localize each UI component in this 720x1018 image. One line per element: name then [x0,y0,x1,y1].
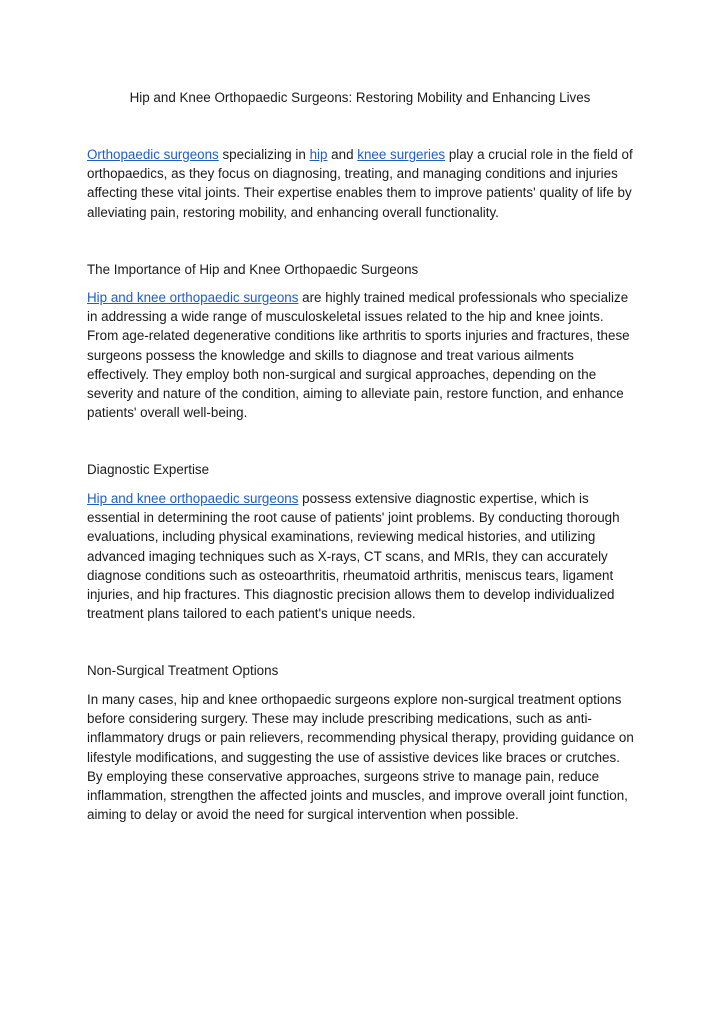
intro-text-1: specializing in [218,147,310,162]
hip-knee-surgeons-link-2[interactable]: Hip and knee orthopaedic surgeons [87,491,299,506]
intro-text-2: and [327,147,358,162]
section-heading-importance: The Importance of Hip and Knee Orthopaedic Surgeons [87,262,419,277]
diagnostic-paragraph [87,489,635,623]
importance-paragraph [87,288,635,422]
hip-link[interactable]: hip [309,147,328,162]
intro-paragraph [87,145,635,222]
diagnostic-text: possess extensive diagnostic expertise, which is essential in determining the root cause of patients' joint problems. By conducting thorough evaluations, including physical examinations, reviewing medical histories, and utilizing advanced imaging techniques such as X-rays, CT scans, and MRIs, they can accurately diagnose conditions such as osteoarthritis, rheumatoid arthritis, meniscus tears, ligament injuries, and hip fractures. This diagnostic precision allows them to develop individualized treatment plans tailored to each patient's unique needs. [87,491,620,622]
intro-text-3: play a crucial role in the field of orthopaedics, as they focus on diagnosing, treating, and managing conditions and injuries affecting these vital joints. Their expertise enables them to improve patients' quality of life by alleviating pain, restoring mobility, and enhancing overall functionality. [87,147,633,220]
hip-knee-surgeons-link[interactable]: Hip and knee orthopaedic surgeons [87,290,299,305]
section-heading-diagnostic: Diagnostic Expertise [87,462,210,477]
orthopaedic-surgeons-link[interactable]: Orthopaedic surgeons [87,147,219,162]
importance-text: are highly trained medical professionals who specialize in addressing a wide range of musculoskeletal issues related to the hip and knee joints. From age-related degenerative conditions like arthritis to sports injuries and fractures, these surgeons possess the knowledge and skills to diagnose and treat various ailments effectively. They employ both non-surgical and surgical approaches, depending on the severity and nature of the condition, aiming to alleviate pain, restore function, and enhance patients' overall well-being. [87,290,630,421]
knee-surgeries-link[interactable]: knee surgeries [357,147,446,162]
non-surgical-paragraph: In many cases, hip and knee orthopaedic surgeons explore non-surgical treatment options before considering surgery. These may include prescribing medications, such as anti-inflammatory drugs or pain relievers, recommending physical therapy, providing guidance on lifestyle modifications, and suggesting the use of assistive devices like braces or crutches. By employing these conservative approaches, surgeons strive to manage pain, reduce inflammation, strengthen the affected joints and muscles, and improve overall joint function, aiming to delay or avoid the need for surgical intervention when possible. [87,692,634,823]
section-heading-non-surgical: Non-Surgical Treatment Options [87,663,279,678]
document-title: Hip and Knee Orthopaedic Surgeons: Restoring Mobility and Enhancing Lives [129,90,591,105]
